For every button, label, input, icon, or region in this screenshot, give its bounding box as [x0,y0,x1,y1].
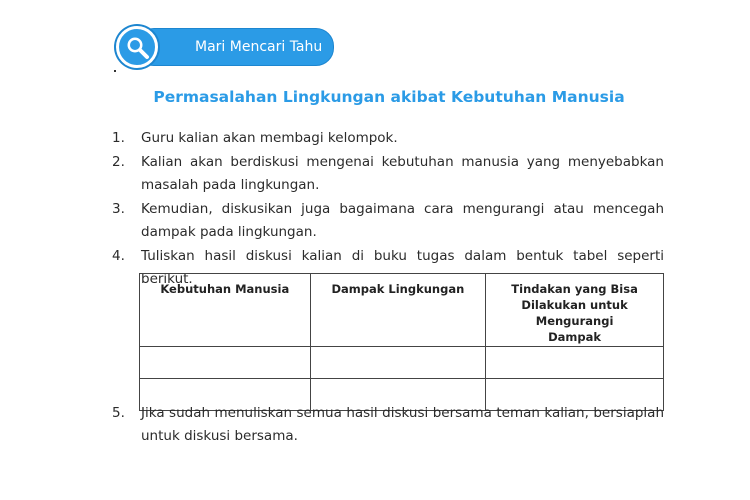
list-item-text: Kemudian, diskusikan juga bagaimana cara mengurangi atau mencegah dampak pada lingkungan. [141,201,664,240]
table-cell [140,347,311,379]
list-item-text: Tuliskan hasil diskusi kalian di buku tugas dalam bentuk tabel seperti berikut. [141,248,664,287]
list-item-text: Jika sudah menuliskan semua hasil diskusi bersama teman kalian, bersiaplah untuk diskusi bersama. [141,405,664,444]
column-header: Kebutuhan Manusia [140,274,311,347]
section-badge [116,26,334,68]
list-item-text: Guru kalian akan membagi kelompok. [141,130,398,146]
badge-pill [136,28,334,66]
table-cell [310,347,486,379]
list-item-number: 5. [112,405,125,421]
column-header [486,274,664,347]
column-header: Dampak Lingkungan [310,274,486,347]
stray-dot [114,70,116,72]
list-item-text: Kalian akan berdiskusi mengenai kebutuhan manusia yang menyebabkan masalah pada lingkungan. [141,154,664,193]
badge-label: Mari Mencari Tahu [195,39,323,55]
discussion-table [139,273,664,411]
list-item-number: 3. [112,201,125,217]
table-cell [486,347,664,379]
table-header-row [140,274,664,347]
page-title: Permasalahan Lingkungan akibat Kebutuhan Manusia [153,88,625,106]
list-item-number: 2. [112,154,125,170]
list-item-number: 1. [112,130,125,146]
column-header-text: Tindakan yang Bisa Dilakukan untuk Mengurangi Dampak [511,282,638,344]
list-item-number: 4. [112,248,125,264]
table-row [140,347,664,379]
magnifier-icon [116,26,158,68]
